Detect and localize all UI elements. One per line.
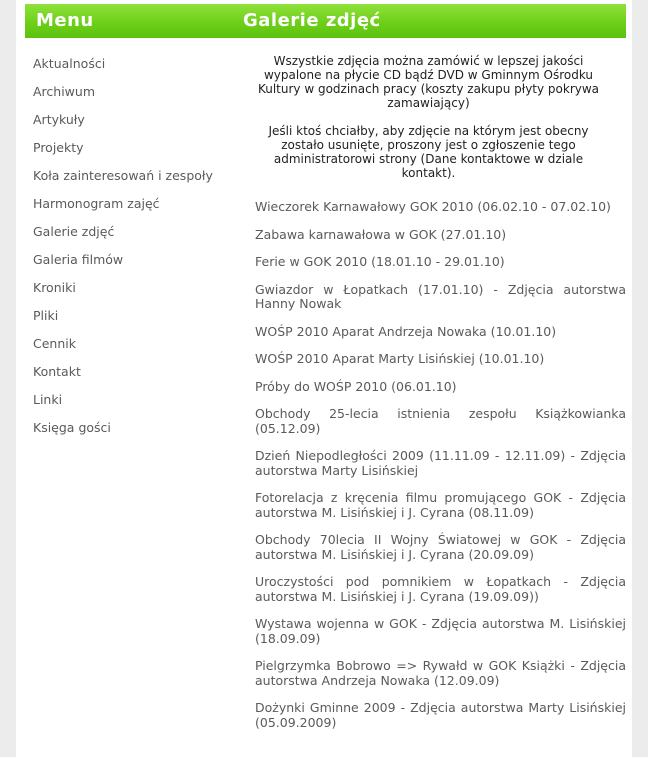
gallery-link[interactable]: Gwiazdor w Łopatkach (17.01.10) - Zdjęcia autorstwa Hanny Nowak [255, 281, 626, 311]
sidebar-item-artykuly[interactable]: Artykuły [33, 112, 85, 127]
gallery-link[interactable]: Uroczystości pod pomnikiem w Łopatkach - Zdjęcia autorstwa M. Lisińskiej i J. Cyrana (19.09.09)) [255, 574, 626, 604]
sidebar-item-ksiega-gosci[interactable]: Księga gości [33, 420, 111, 435]
sidebar-item-linki[interactable]: Linki [33, 392, 63, 407]
sidebar-item-kontakt[interactable]: Kontakt [33, 364, 81, 379]
page-title: Galerie zdjęć [231, 4, 626, 38]
gallery-link[interactable]: Wystawa wojenna w GOK - Zdjęcia autorstwa M. Lisińskiej (18.09.09) [255, 616, 626, 646]
gallery-link[interactable]: Pielgrzymka Bobrowo => Rywałd w GOK Książki - Zdjęcia autorstwa Andrzeja Nowaka (12.09.09) [255, 658, 626, 688]
menu-header: Menu [25, 4, 233, 38]
gallery-link[interactable]: Ferie w GOK 2010 (18.01.10 - 29.01.10) [255, 254, 505, 269]
gallery-link[interactable]: WOŚP 2010 Aparat Marty Lisińskiej (10.01.10) [255, 351, 545, 366]
sidebar-item-kola-zainteresowan[interactable]: Koła zainteresowań i zespoły [33, 168, 213, 183]
gallery-link[interactable]: Obchody 25-lecia istnienia zespołu Książkowianka (05.12.09) [255, 406, 626, 436]
gallery-link[interactable]: Zabawa karnawałowa w GOK (27.01.10) [255, 226, 507, 242]
gallery-link[interactable]: Dzień Niepodległości 2009 (11.11.09 - 12.11.09) - Zdjęcia autorstwa Marty Lisińskiej [255, 448, 626, 478]
sidebar-item-galerie-zdjec[interactable]: Galerie zdjęć [33, 224, 115, 239]
intro-paragraph-removal: Jeśli ktoś chciałby, aby zdjęcie na którym jest obecny zostało usunięte, proszony jest o zgłoszenie tego administratorowi strony (Dane kontaktowe w dziale kontakt). [268, 124, 589, 180]
sidebar-item-cennik[interactable]: Cennik [33, 336, 76, 351]
gallery-link[interactable]: Obchody 70lecia II Wojny Światowej w GOK - Zdjęcia autorstwa M. Lisińskiej i J. Cyrana (20.09.09) [255, 532, 626, 562]
gallery-link[interactable]: Wieczorek Karnawałowy GOK 2010 (06.02.10 - 07.02.10) [255, 199, 611, 214]
sidebar-item-harmonogram[interactable]: Harmonogram zajęć [33, 196, 160, 211]
sidebar-item-archiwum[interactable]: Archiwum [33, 84, 96, 99]
sidebar-item-projekty[interactable]: Projekty [33, 140, 84, 155]
sidebar-item-galeria-filmow[interactable]: Galeria filmów [33, 252, 124, 267]
sidebar-item-aktualnosci[interactable]: Aktualności [33, 56, 106, 71]
sidebar [25, 4, 233, 442]
gallery-link[interactable]: Dożynki Gminne 2009 - Zdjęcia autorstwa Marty Lisińskiej (05.09.2009) [255, 700, 626, 730]
gallery-link[interactable]: WOŚP 2010 Aparat Andrzeja Nowaka (10.01.10) [255, 323, 557, 339]
main-content [231, 4, 626, 743]
sidebar-item-pliki[interactable]: Pliki [33, 308, 59, 323]
page-container [16, 0, 632, 757]
sidebar-item-kroniki[interactable]: Kroniki [33, 280, 76, 295]
sidebar-menu [25, 50, 233, 442]
intro-text [231, 54, 626, 180]
gallery-link[interactable]: Próby do WOŚP 2010 (06.01.10) [255, 378, 457, 394]
gallery-link[interactable]: Fotorelacja z kręcenia filmu promującego GOK - Zdjęcia autorstwa M. Lisińskiej i J. Cyrana (08.11.09) [255, 490, 626, 520]
intro-paragraph-order: Wszystkie zdjęcia można zamówić w lepszej jakości wypalone na płycie CD bądź DVD w Gminnym Ośrodku Kultury w godzinach pracy (koszty zakupu płyty pokrywa zamawiający) [257, 54, 600, 110]
gallery-list [231, 200, 626, 730]
